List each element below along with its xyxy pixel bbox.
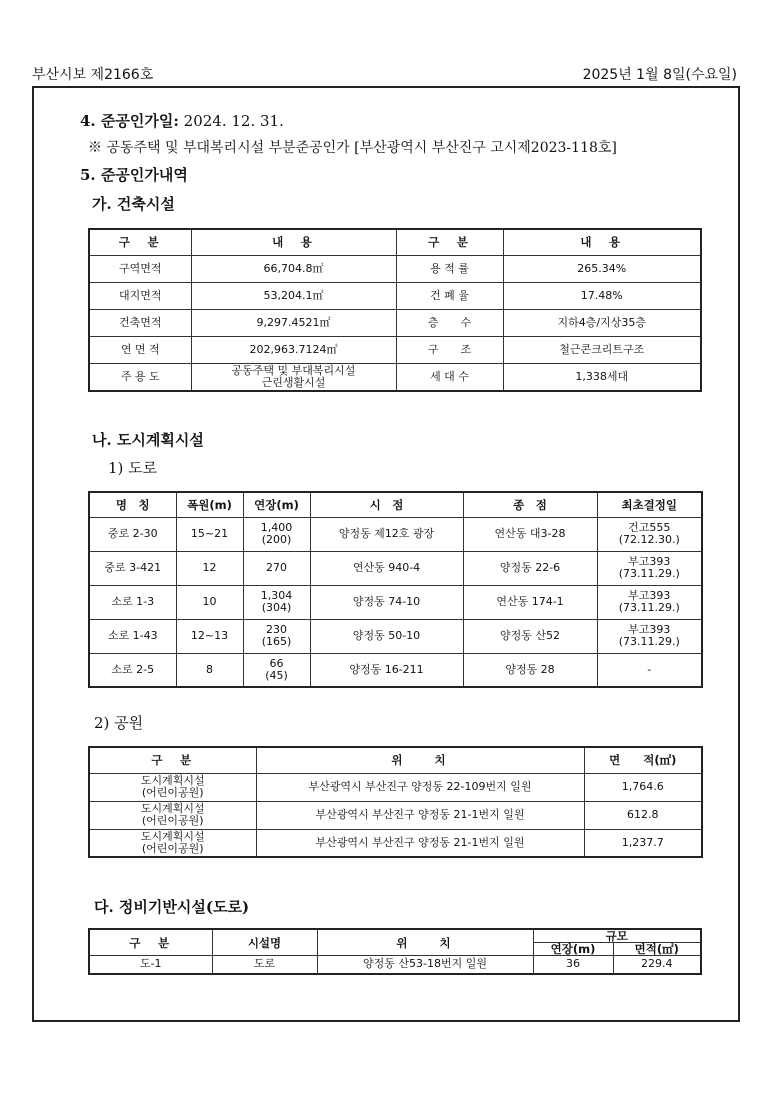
table-cell: 양정동 22-6: [463, 551, 597, 585]
table-header-row: [89, 229, 701, 255]
table-cell: 용 적 률: [396, 255, 503, 282]
column-header: 구 분: [89, 747, 256, 773]
table-cell: 도시계획시설 (어린이공원): [89, 773, 256, 801]
table-cell: 도시계획시설 (어린이공원): [89, 801, 256, 829]
column-header: 위 치: [256, 747, 584, 773]
column-header: 내 용: [503, 229, 701, 255]
partial-approval-note: ※ 공동주택 및 부대복리시설 부분준공인가 [부산광역시 부산진구 고시제2023-118호]: [88, 140, 617, 156]
table-cell: 양정동 28: [463, 653, 597, 687]
column-header: 면적(㎡): [613, 943, 701, 956]
table-cell: 12: [176, 551, 243, 585]
table-cell: 건 폐 율: [396, 282, 503, 309]
approval-date-value: 2024. 12. 31.: [183, 112, 284, 130]
approval-date-line: [80, 110, 284, 131]
table-row: [89, 653, 702, 687]
table-cell: 소로 2-5: [89, 653, 176, 687]
table-cell: 66,704.8㎡: [191, 255, 396, 282]
table-cell: 구 조: [396, 336, 503, 363]
table-cell: 도로: [212, 956, 317, 974]
column-header: 구 분: [89, 229, 191, 255]
table-cell: 지하4층/지상35층: [503, 309, 701, 336]
table-cell: 중로 3-421: [89, 551, 176, 585]
table-cell: 부산광역시 부산진구 양정동 21-1번지 일원: [256, 801, 584, 829]
table-cell: 229.4: [613, 956, 701, 974]
table-cell: 부산광역시 부산진구 양정동 21-1번지 일원: [256, 829, 584, 857]
table-cell: 양정동 제12호 광장: [310, 517, 463, 551]
column-header: 명 칭: [89, 492, 176, 517]
table-cell: 양정동 74-10: [310, 585, 463, 619]
column-header: 구 분: [396, 229, 503, 255]
table-cell: 1,237.7: [584, 829, 702, 857]
table-cell: 연산동 940-4: [310, 551, 463, 585]
table-cell: 265.34%: [503, 255, 701, 282]
column-header: 폭원(m): [176, 492, 243, 517]
table-cell: 12~13: [176, 619, 243, 653]
gazette-date: 2025년 1월 8일(수요일): [582, 67, 737, 83]
table-cell: 66 (45): [243, 653, 310, 687]
table-cell: 270: [243, 551, 310, 585]
column-header: 내 용: [191, 229, 396, 255]
table-cell: 부고393 (73.11.29.): [597, 551, 702, 585]
table-cell: 양정동 산52: [463, 619, 597, 653]
table-cell: 부고393 (73.11.29.): [597, 585, 702, 619]
table-row: [89, 801, 702, 829]
table-cell: -: [597, 653, 702, 687]
table-cell: 세 대 수: [396, 363, 503, 391]
column-header: 연장(m): [533, 943, 613, 956]
column-header: 시 점: [310, 492, 463, 517]
infrastructure-title: 다. 정비기반시설(도로): [94, 898, 250, 916]
column-header: 면 적(㎡): [584, 747, 702, 773]
urban-planning-title: 나. 도시계획시설: [92, 431, 204, 449]
column-header: 시설명: [212, 929, 317, 956]
table-row: [89, 255, 701, 282]
roads-table: [88, 491, 703, 688]
approval-date-label: 4. 준공인가일:: [80, 112, 179, 130]
table-cell: 17.48%: [503, 282, 701, 309]
parks-table: [88, 746, 703, 858]
table-row: [89, 363, 701, 391]
table-header-row: [89, 747, 702, 773]
approval-details-title: 5. 준공인가내역: [80, 166, 188, 184]
table-cell: 양정동 산53-18번지 일원: [317, 956, 533, 974]
infrastructure-table: [88, 928, 702, 975]
table-row: [89, 551, 702, 585]
table-header-row: [89, 929, 701, 943]
column-header: 구 분: [89, 929, 212, 956]
table-cell: 양정동 16-211: [310, 653, 463, 687]
roads-title: 1) 도로: [108, 459, 158, 477]
table-cell: 1,764.6: [584, 773, 702, 801]
table-cell: 연 면 적: [89, 336, 191, 363]
table-cell: 연산동 174-1: [463, 585, 597, 619]
table-cell: 공동주택 및 부대복리시설 근린생활시설: [191, 363, 396, 391]
table-cell: 철근콘크리트구조: [503, 336, 701, 363]
table-cell: 도-1: [89, 956, 212, 974]
table-row: [89, 336, 701, 363]
table-cell: 53,204.1㎡: [191, 282, 396, 309]
column-header: 연장(m): [243, 492, 310, 517]
table-cell: 10: [176, 585, 243, 619]
table-row: [89, 585, 702, 619]
table-row: [89, 619, 702, 653]
table-cell: 주 용 도: [89, 363, 191, 391]
table-row: [89, 517, 702, 551]
table-cell: 부고393 (73.11.29.): [597, 619, 702, 653]
gazette-issue: 부산시보 제2166호: [32, 67, 154, 83]
column-header: 최초결정일: [597, 492, 702, 517]
table-cell: 건고555 (72.12.30.): [597, 517, 702, 551]
building-table: [88, 228, 702, 392]
column-header: 규모: [533, 929, 701, 943]
table-row: [89, 309, 701, 336]
table-header-row: [89, 492, 702, 517]
table-cell: 연산동 대3-28: [463, 517, 597, 551]
table-cell: 소로 1-43: [89, 619, 176, 653]
table-row: [89, 829, 702, 857]
table-cell: 중로 2-30: [89, 517, 176, 551]
table-cell: 대지면적: [89, 282, 191, 309]
table-row: [89, 773, 702, 801]
table-cell: 구역면적: [89, 255, 191, 282]
table-cell: 건축면적: [89, 309, 191, 336]
table-cell: 230 (165): [243, 619, 310, 653]
table-row: [89, 282, 701, 309]
table-cell: 소로 1-3: [89, 585, 176, 619]
column-header: 위 치: [317, 929, 533, 956]
table-cell: 36: [533, 956, 613, 974]
table-row: [89, 956, 701, 974]
building-facilities-title: 가. 건축시설: [92, 195, 175, 213]
table-cell: 부산광역시 부산진구 양정동 22-109번지 일원: [256, 773, 584, 801]
table-cell: 양정동 50-10: [310, 619, 463, 653]
table-cell: 1,304 (304): [243, 585, 310, 619]
table-cell: 도시계획시설 (어린이공원): [89, 829, 256, 857]
table-cell: 15~21: [176, 517, 243, 551]
table-cell: 1,338세대: [503, 363, 701, 391]
table-cell: 층 수: [396, 309, 503, 336]
table-cell: 9,297.4521㎡: [191, 309, 396, 336]
table-cell: 8: [176, 653, 243, 687]
column-header: 종 점: [463, 492, 597, 517]
parks-title: 2) 공원: [94, 714, 144, 732]
table-cell: 612.8: [584, 801, 702, 829]
table-cell: 202,963.7124㎡: [191, 336, 396, 363]
table-cell: 1,400 (200): [243, 517, 310, 551]
